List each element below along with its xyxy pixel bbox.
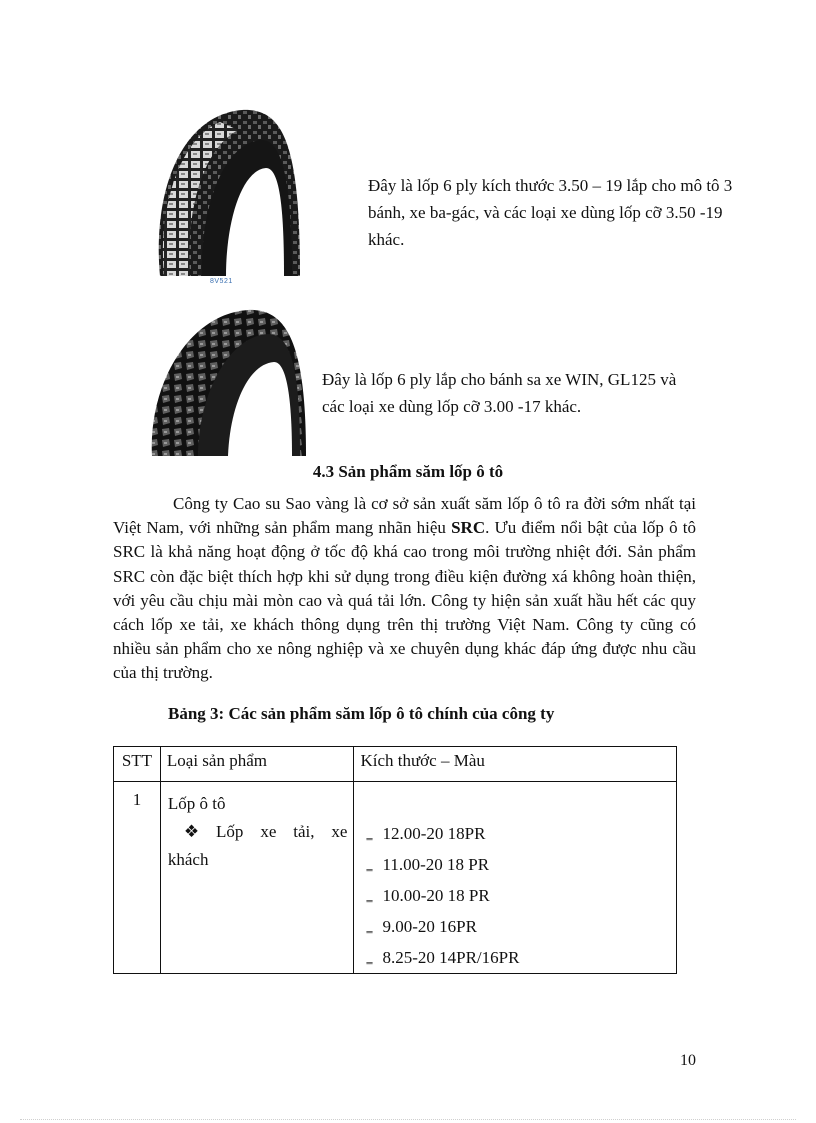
dash-bullet-icon: ‗	[366, 919, 373, 933]
footer-divider	[20, 1119, 796, 1120]
section-paragraph	[113, 492, 696, 686]
header-size-color: Kích thước – Màu	[354, 747, 677, 782]
tire-description-1: Đây là lốp 6 ply kích thước 3.50 – 19 lắp cho mô tô 3 bánh, xe ba-gác, và các loại xe dùng lốp cỡ 3.50 -19 khác.	[368, 176, 733, 249]
table-row	[114, 782, 677, 974]
dash-bullet-icon: ‗	[366, 888, 373, 902]
brand-name: SRC	[451, 518, 486, 538]
product-category: Lốp ô tô	[167, 794, 226, 813]
tire-image-8v521	[142, 100, 304, 276]
size-list	[354, 782, 676, 973]
tire-8v521-graphic	[142, 100, 304, 276]
sub-category-line: ❖ Lốp xe tải, xe	[168, 818, 348, 846]
header-stt: STT	[114, 747, 161, 782]
tire-win-graphic	[148, 306, 308, 456]
tire-description-2: Đây là lốp 6 ply lắp cho bánh sa xe WIN, GL125 và các loại xe dùng lốp cỡ 3.00 -17 khác.	[322, 370, 677, 416]
header-product-type: Loại sản phẩm	[160, 747, 354, 782]
list-item: ‗ 11.00-20 18 PR	[366, 849, 676, 880]
cell-product-type	[160, 782, 354, 974]
tire-image-win	[148, 306, 308, 456]
sub-category-continued: khách	[167, 850, 209, 869]
table-header-row	[114, 747, 677, 782]
table-caption: Bảng 3: Các sản phẩm săm lốp ô tô chính của công ty	[168, 704, 555, 723]
page-number: 10	[680, 1052, 696, 1069]
list-item: ‗ 12.00-20 18PR	[366, 818, 676, 849]
cell-stt: 1	[114, 782, 161, 974]
dash-bullet-icon: ‗	[366, 950, 373, 964]
list-item: ‗ 9.00-20 16PR	[366, 911, 676, 942]
dash-bullet-icon: ‗	[366, 857, 373, 871]
section-heading: 4.3 Sản phẩm săm lốp ô tô	[312, 462, 504, 481]
list-item: ‗ 10.00-20 18 PR	[366, 880, 676, 911]
paragraph-text-end: . Ưu điểm nổi bật của lốp ô tô SRC là khả năng hoạt động ở tốc độ khá cao trong môi trường nhiệt đới. Sản phẩm SRC còn đặc biệt thích hợp khi sử dụng trong điều kiện đường xá không hoàn thiện, với yêu cầu chịu mài mòn cao và quá tải lớn. Công ty hiện sản xuất hầu hết các quy cách lốp xe tải, xe khách thông dụng trên thị trường Việt Nam. Công ty cũng có nhiều sản phẩm cho xe nông nghiệp và xe chuyên dụng khác đáp ứng được nhu cầu của thị trường.	[113, 518, 696, 683]
tire-caption-code: 8V521	[210, 278, 233, 285]
paragraph-text-start: Công ty Cao su Sao vàng là cơ sở sản xuất săm lốp ô tô ra đời sớm nhất tại Việt Nam, với những sản phẩm mang nhãn hiệu	[113, 494, 696, 538]
diamond-bullet-icon: ❖	[183, 822, 200, 841]
cell-sizes	[354, 782, 677, 974]
dash-bullet-icon: ‗	[366, 826, 373, 840]
list-item: ‗ 8.25-20 14PR/16PR	[366, 942, 676, 973]
product-table	[113, 746, 677, 974]
